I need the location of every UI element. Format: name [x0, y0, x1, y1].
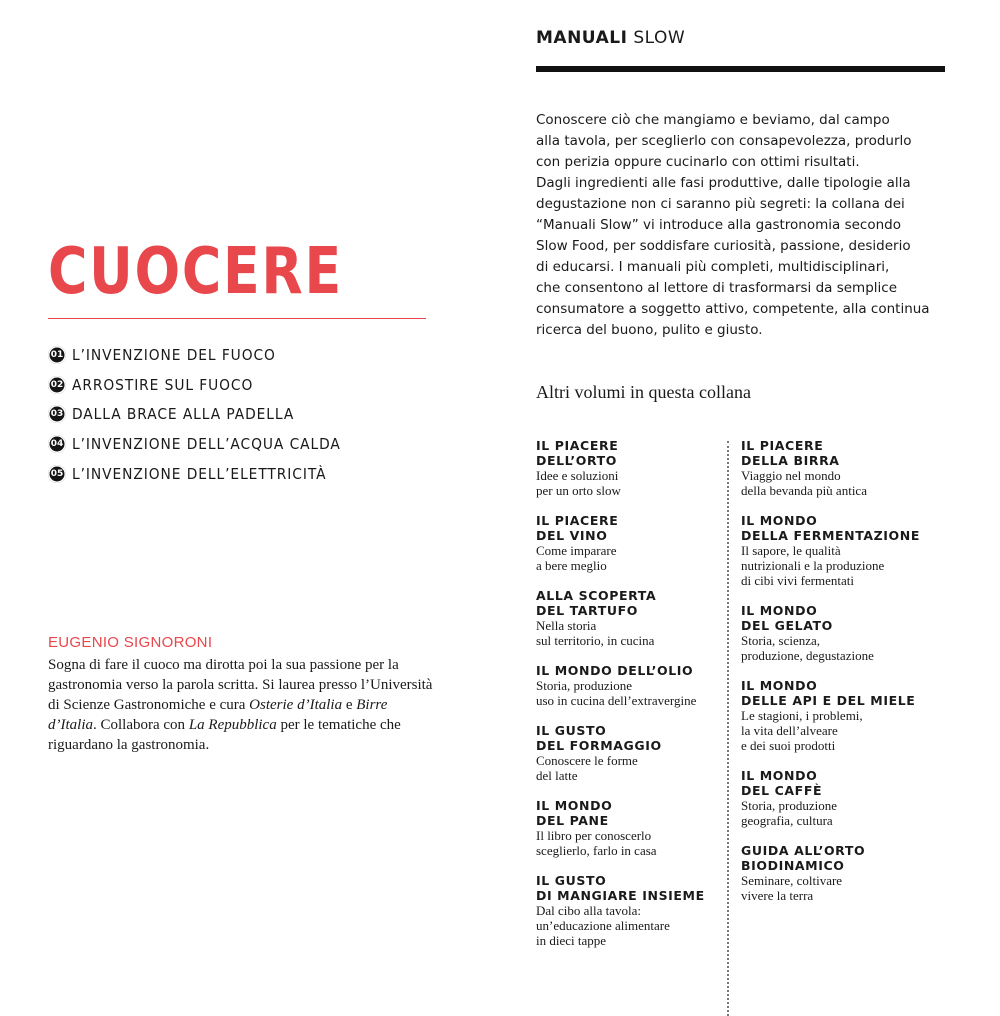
title-repubblica: La Repubblica — [188, 717, 277, 733]
description-line: consumatore a soggetto attivo, competente, alla continua — [536, 301, 930, 317]
book-description: Nella storia sul territorio, in cucina — [536, 618, 655, 648]
book-description: Seminare, coltivare vivere la terra — [741, 873, 843, 903]
series-description — [536, 110, 936, 341]
chapter-item — [48, 399, 364, 429]
book-title: IL MONDO DELL’OLIO — [536, 663, 694, 678]
book-item — [536, 873, 726, 948]
book-item — [741, 438, 941, 498]
description-line: Conoscere ciò che mangiamo e beviamo, dal campo — [536, 112, 890, 128]
book-title: IL PIACERE DELL’ORTO — [536, 438, 619, 468]
book-title: IL GUSTO DEL FORMAGGIO — [536, 723, 662, 753]
book-item — [741, 843, 941, 903]
book-title: IL PIACERE DELLA BIRRA — [741, 438, 840, 468]
book-item — [536, 513, 726, 573]
book-description: Il libro per conoscerlo sceglierlo, farlo in casa — [536, 828, 657, 858]
title-osterie: Osterie d’Italia — [249, 697, 343, 713]
series-title: MANUALI SLOW — [536, 28, 686, 48]
chapter-title: L’INVENZIONE DELL’ELETTRICITÀ — [72, 464, 327, 483]
description-line: Slow Food, per soddisfare curiosità, passione, desiderio — [536, 238, 911, 254]
chapter-number-badge: 04 — [48, 435, 66, 453]
book-item — [741, 768, 941, 828]
book-item — [536, 588, 726, 648]
chapter-list — [48, 340, 364, 488]
chapter-item — [48, 340, 364, 370]
book-description: Viaggio nel mondo della bevanda più antica — [741, 468, 867, 498]
chapter-item — [48, 459, 364, 489]
book-description: Dal cibo alla tavola: un’educazione alimentare in dieci tappe — [536, 903, 670, 948]
description-line: che consentono al lettore di trasformarsi da semplice — [536, 280, 897, 296]
book-title: IL MONDO DEL GELATO — [741, 603, 833, 633]
book-title: IL MONDO DELLA FERMENTAZIONE — [741, 513, 920, 543]
book-list-left — [536, 438, 726, 963]
book-description: Conoscere le forme del latte — [536, 753, 638, 783]
author-bio: Sogna di fare il cuoco ma dirotta poi la sua passione per la gastronomia verso la parola scritta. Si laurea presso l’Università di Scienze Gastronomiche e cura Osterie d’Italia e Birre d’Italia. Collabora con La Repubblica per le tematiche che riguardano la gastronomia. — [48, 657, 433, 753]
chapter-title: L’INVENZIONE DEL FUOCO — [72, 345, 276, 364]
book-item — [536, 663, 726, 708]
book-title: GUIDA ALL’ORTO BIODINAMICO — [741, 843, 866, 873]
book-title: IL MONDO DEL CAFFÈ — [741, 768, 823, 798]
right-page — [536, 0, 946, 1016]
title-birre: Birre d’Italia — [48, 697, 388, 733]
book-item — [536, 723, 726, 783]
chapter-number-badge: 02 — [48, 376, 66, 394]
chapter-number-badge: 03 — [48, 405, 66, 423]
book-title: IL PIACERE DEL VINO — [536, 513, 619, 543]
description-line: di educarsi. I manuali più completi, multidisciplinari, — [536, 259, 890, 275]
chapter-item — [48, 429, 364, 459]
description-line: ricerca del buono, pulito e giusto. — [536, 322, 763, 338]
page-title: CUOCERE — [48, 235, 343, 309]
book-title: ALLA SCOPERTA DEL TARTUFO — [536, 588, 657, 618]
description-line: degustazione non ci saranno più segreti: la collana dei — [536, 196, 905, 212]
book-item — [536, 438, 726, 498]
title-divider — [48, 318, 426, 319]
book-description: Storia, produzione geografia, cultura — [741, 798, 838, 828]
series-rule — [536, 66, 945, 72]
description-line: con perizia oppure cucinarlo con ottimi risultati. — [536, 154, 860, 170]
left-page — [48, 0, 433, 1016]
description-line: Dagli ingredienti alle fasi produttive, dalle tipologie alla — [536, 175, 911, 191]
book-description: Storia, scienza, produzione, degustazione — [741, 633, 874, 663]
book-title: IL MONDO DELLE API E DEL MIELE — [741, 678, 916, 708]
chapter-number-badge: 05 — [48, 465, 66, 483]
book-description: Le stagioni, i problemi, la vita dell’alveare e dei suoi prodotti — [741, 708, 863, 753]
book-item — [741, 603, 941, 663]
book-description: Il sapore, le qualità nutrizionali e la produzione di cibi vivi fermentati — [741, 543, 885, 588]
book-description: Storia, produzione uso in cucina dell’extravergine — [536, 678, 697, 708]
book-title: IL GUSTO DI MANGIARE INSIEME — [536, 873, 705, 903]
other-volumes-heading: Altri volumi in questa collana — [536, 382, 751, 402]
book-item — [741, 513, 941, 588]
description-line: “Manuali Slow” vi introduce alla gastronomia secondo — [536, 217, 901, 233]
book-description: Come imparare a bere meglio — [536, 543, 617, 573]
book-item — [741, 678, 941, 753]
book-description: Idee e soluzioni per un orto slow — [536, 468, 621, 498]
chapter-title: L’INVENZIONE DELL’ACQUA CALDA — [72, 434, 341, 453]
column-divider — [727, 441, 729, 1016]
book-title: IL MONDO DEL PANE — [536, 798, 613, 828]
chapter-title: DALLA BRACE ALLA PADELLA — [72, 405, 295, 424]
book-item — [536, 798, 726, 858]
description-line: alla tavola, per sceglierlo con consapevolezza, produrlo — [536, 133, 912, 149]
author-name: EUGENIO SIGNORONI — [48, 634, 213, 651]
chapter-title: ARROSTIRE SUL FUOCO — [72, 375, 254, 394]
chapter-item — [48, 370, 364, 400]
chapter-number-badge: 01 — [48, 346, 66, 364]
book-list-right — [741, 438, 941, 918]
